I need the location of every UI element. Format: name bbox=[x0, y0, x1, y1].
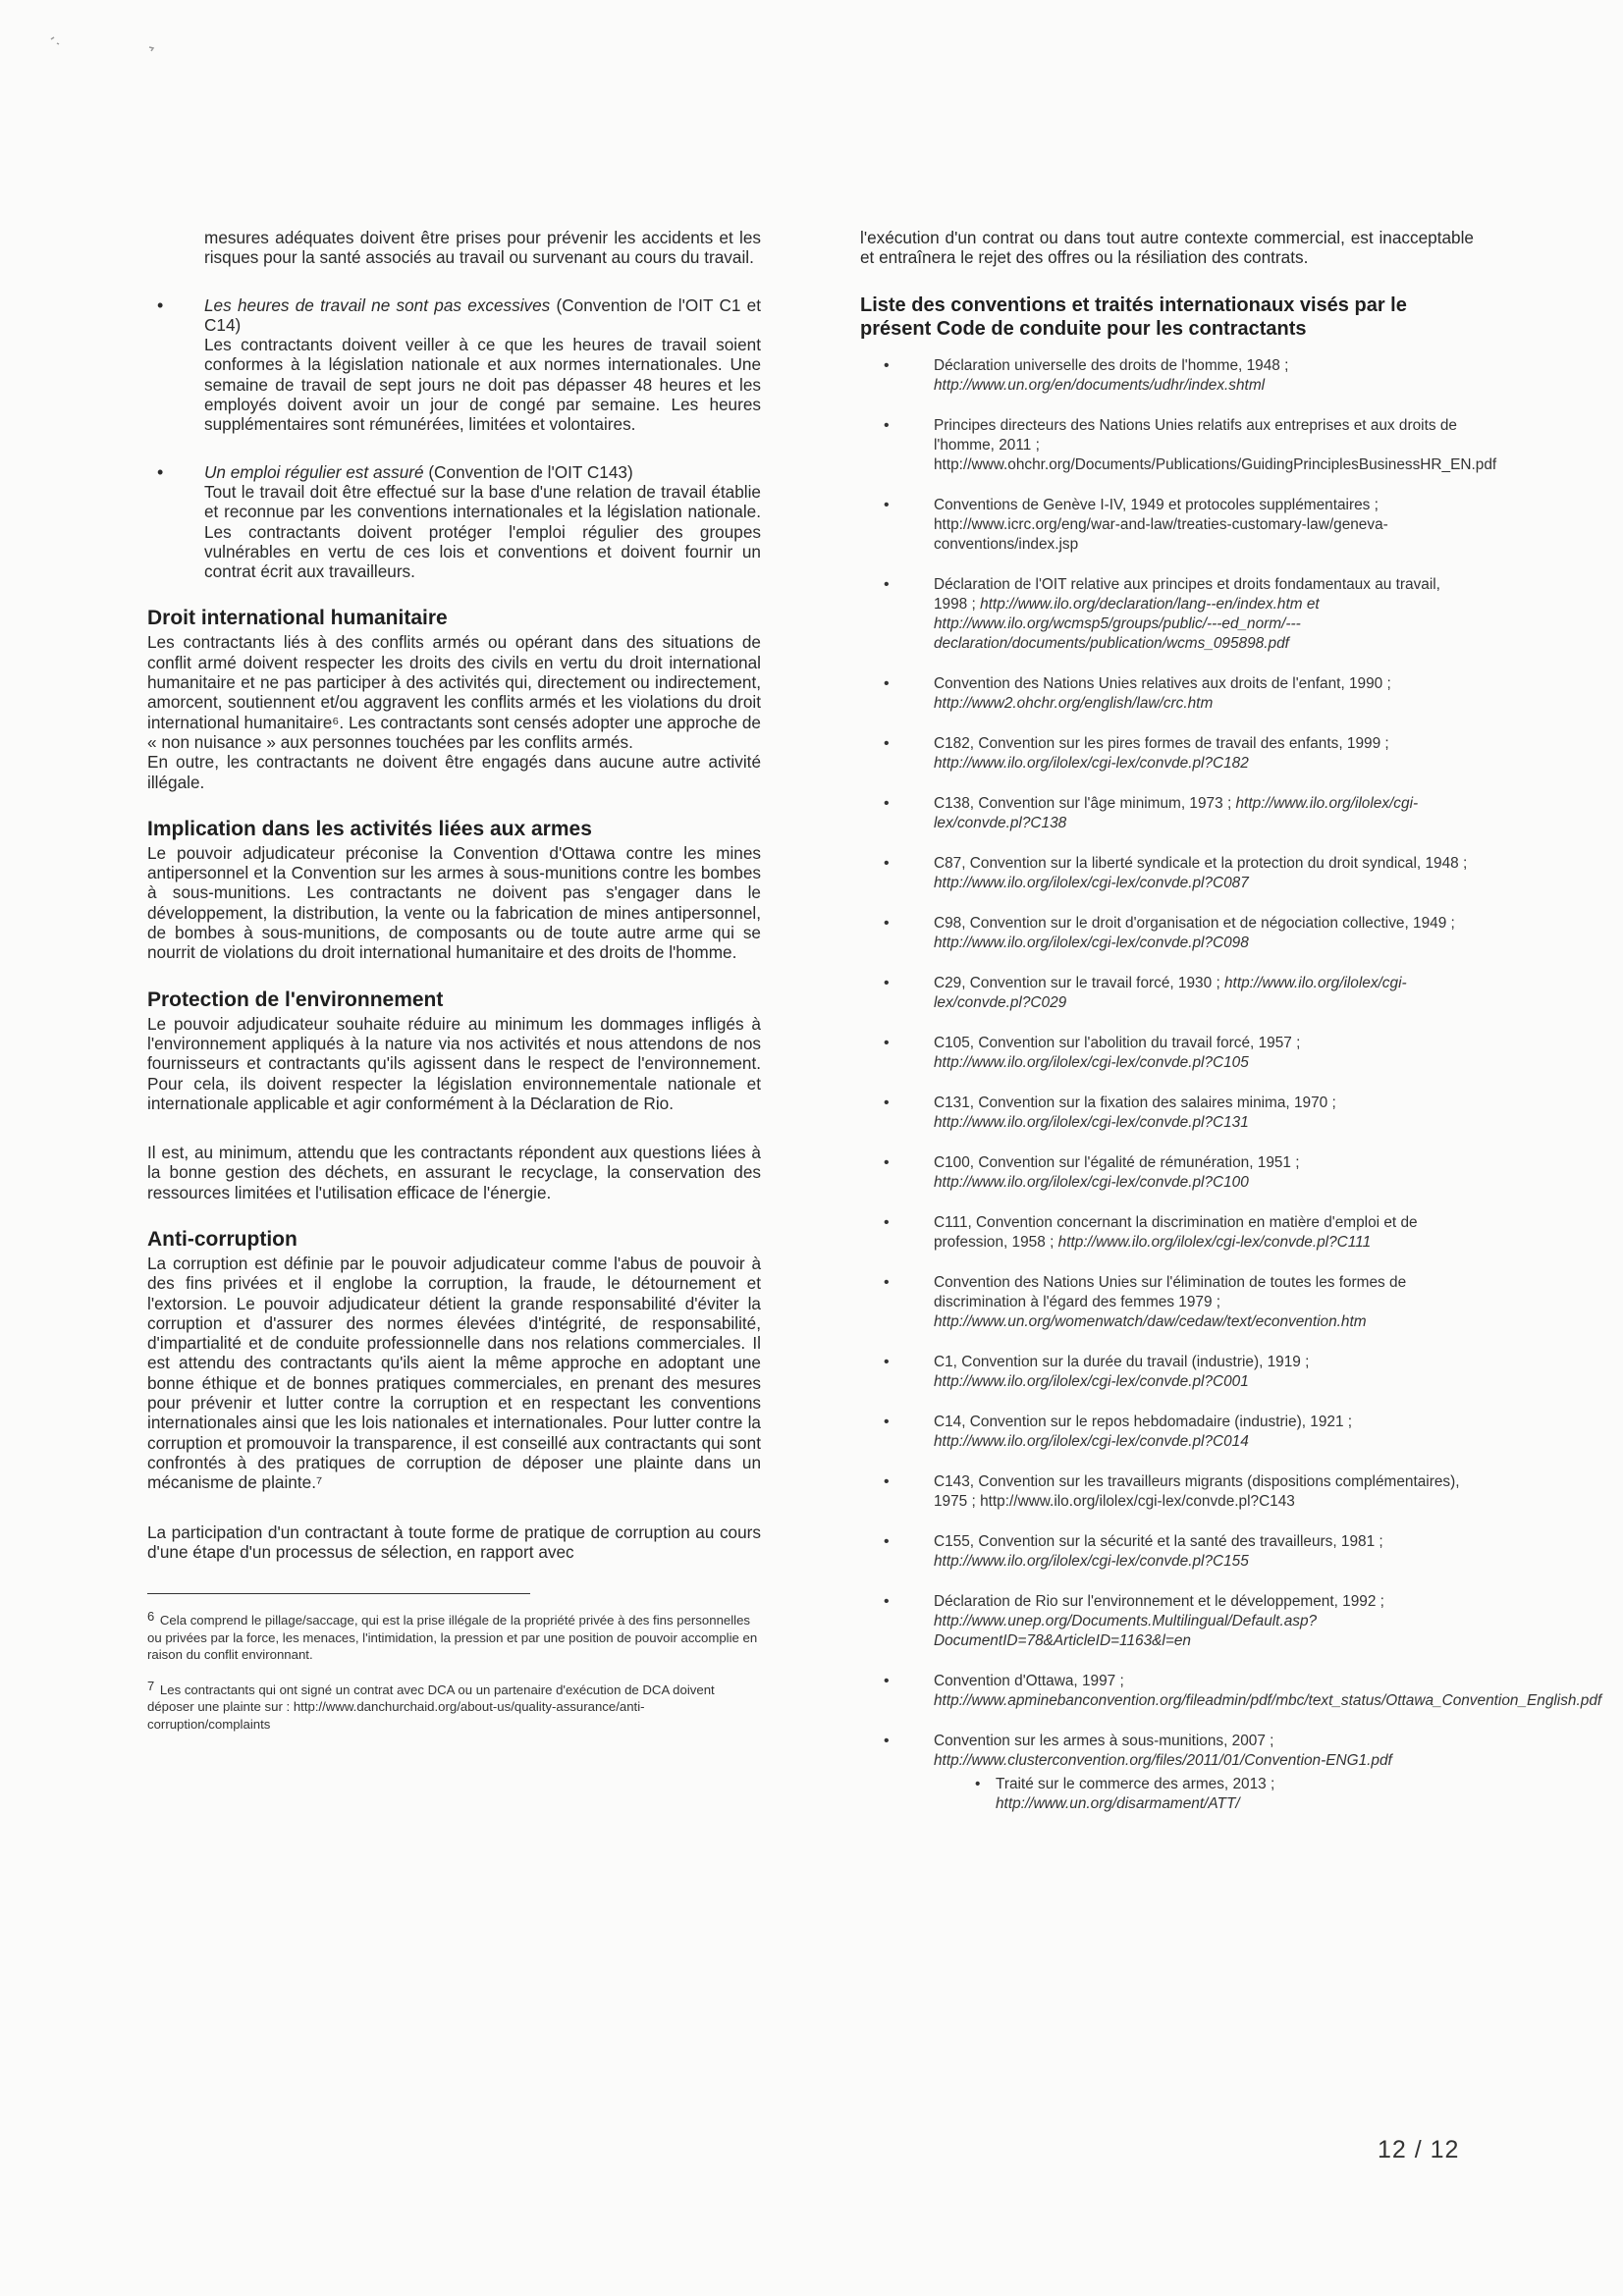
section-paragraph: La corruption est définie par le pouvoir adjudicateur comme l'abus de pouvoir à des fins privées et il englobe la corruption, la fraude, le détournement et l'extorsion. Le pouvoir adjudicateur détient la grande responsabilité d'éviter la corruption et d'assurer des normes élevées d'intégrité, de responsabilité, d'impartialité et de conduite professionnelle dans nos relations commerciales. Il est attendu des contractants qu'ils aient la même approche en adoptant une bonne éthique et de bonnes pratiques commerciales, en prenant des mesures pour prévenir et lutter contre la corruption et en respectant les conventions internationales ainsi que les lois nationales et internationales. Pour lutter contre la corruption et promouvoir la transparence, il est conseillé aux contractants qui sont confrontés à des pratiques de corruption de déposer une plainte dans un mécanisme de plainte.⁷ bbox=[147, 1253, 761, 1493]
bullet-dot: • bbox=[884, 1094, 890, 1111]
convention-list-item bbox=[860, 356, 1474, 396]
ref-text: Déclaration universelle des droits de l'homme, 1948 ; bbox=[934, 356, 1289, 374]
section-heading: Droit international humanitaire bbox=[147, 607, 448, 630]
left-column bbox=[147, 228, 761, 1733]
ref-url: http://www.ilo.org/declaration/lang--en/index.htm et http://www.ilo.org/wcmsp5/groups/public/---ed_norm/---declaration/documents/publication/wcms_095898.pdf bbox=[934, 595, 1320, 652]
ref-text: C29, Convention sur le travail forcé, 1930 ; bbox=[934, 974, 1224, 991]
bullet-dot: • bbox=[884, 1413, 890, 1430]
section-heading: Anti-corruption bbox=[147, 1227, 298, 1251]
bullet-working-hours bbox=[147, 295, 761, 435]
ref-url: http://www.ilo.org/ilolex/cgi-lex/convde.pl?C131 bbox=[934, 1113, 1249, 1131]
bullet-dot: • bbox=[884, 1592, 890, 1610]
ref-url: http://www.unep.org/Documents.Multilingual/Default.asp?DocumentID=78&ArticleID=1163&l=en bbox=[934, 1612, 1318, 1649]
ref-text: C14, Convention sur le repos hebdomadaire (industrie), 1921 ; bbox=[934, 1413, 1353, 1430]
ref-url: http://www.ilo.org/ilolex/cgi-lex/convde.pl?C014 bbox=[934, 1432, 1249, 1450]
ref-url: http://www2.ohchr.org/english/law/crc.htm bbox=[934, 694, 1214, 712]
convention-list-item bbox=[860, 575, 1474, 654]
convention-list-item bbox=[860, 1732, 1474, 1771]
footnote-text: Cela comprend le pillage/saccage, qui est la prise illégale de la propriété privée à des fins personnelles ou privées par la force, les menaces, l'intimidation, la pression et par une position de pouvoir accomplie en raison du conflit environnant. bbox=[147, 1613, 758, 1663]
ref-text: C138, Convention sur l'âge minimum, 1973 ; bbox=[934, 794, 1236, 812]
ref-text: Convention sur les armes à sous-munitions, 2007 ; bbox=[934, 1732, 1274, 1749]
scan-speck-mark bbox=[47, 29, 165, 59]
ref-text: Convention des Nations Unies relatives aux droits de l'enfant, 1990 ; bbox=[934, 674, 1391, 692]
arms-trade-treaty-item bbox=[860, 1775, 1474, 1814]
ref-url: http://www.apminebanconvention.org/fileadmin/pdf/mbc/text_status/Ottawa_Convention_English.pdf bbox=[934, 1691, 1602, 1709]
bullet-dot: • bbox=[884, 1034, 890, 1051]
ref-url: http://www.un.org/disarmament/ATT/ bbox=[996, 1794, 1240, 1812]
ref-url: http://www.ilo.org/ilolex/cgi-lex/convde.pl?C098 bbox=[934, 934, 1249, 951]
ref-url: http://www.ilo.org/ilolex/cgi-lex/convde.pl?C001 bbox=[934, 1372, 1249, 1390]
ref-text: C100, Convention sur l'égalité de rémunération, 1951 ; bbox=[934, 1153, 1300, 1171]
right-intro-paragraph: l'exécution d'un contrat ou dans tout autre contexte commercial, est inacceptable et entraînera le rejet des offres ou la résiliation des contrats. bbox=[860, 228, 1474, 268]
bullet-dot: • bbox=[884, 914, 890, 932]
convention-list-item bbox=[860, 1273, 1474, 1332]
convention-list-item bbox=[860, 1094, 1474, 1133]
section-anti-corruption bbox=[147, 1228, 761, 1562]
convention-list-item bbox=[860, 1672, 1602, 1711]
bullet-dot: • bbox=[884, 1732, 890, 1749]
convention-list-item bbox=[860, 1413, 1474, 1452]
ref-text: Convention d'Ottawa, 1997 ; bbox=[934, 1672, 1124, 1689]
convention-list-item bbox=[860, 674, 1474, 714]
ref-url: http://www.ilo.org/ilolex/cgi-lex/convde.pl?C138 bbox=[934, 794, 1419, 831]
convention-list-item bbox=[860, 496, 1474, 555]
bullet-heading-line bbox=[204, 295, 761, 336]
bullet-dot: • bbox=[884, 1153, 890, 1171]
bullet-title: Les heures de travail ne sont pas excessives bbox=[204, 294, 551, 315]
footnote-number: 6 bbox=[147, 1609, 155, 1625]
bullet-dot: • bbox=[884, 794, 890, 812]
bullet-dot: • bbox=[884, 496, 890, 513]
ref-text: C87, Convention sur la liberté syndicale et la protection du droit syndical, 1948 ; bbox=[934, 854, 1468, 872]
right-column bbox=[860, 228, 1602, 1814]
bullet-body: Les contractants doivent veiller à ce que les heures de travail soient conformes à la législation nationale et aux normes internationales. Une semaine de travail de sept jours ne doit pas dépasser 48 heures et les employés doivent avoir un jour de congé par semaine. Les heures supplémentaires sont rémunérées, limitées et volontaires. bbox=[204, 335, 761, 435]
bullet-dot: • bbox=[884, 734, 890, 752]
bullet-ref: (Convention de l'OIT C1 et C14) bbox=[204, 294, 761, 335]
section-heading: Protection de l'environnement bbox=[147, 988, 444, 1011]
section-paragraph: Le pouvoir adjudicateur préconise la Convention d'Ottawa contre les mines antipersonnel et la Convention sur les armes à sous-munitions contre les bombes à sous-munitions. Les contractants ne doivent pas s'engager dans le développement, la distribution, la vente ou la fabrication de mines antipersonnel, de bombes à sous-munitions, de composants ou de toute autre arme qui se nourrit de violations du droit international humanitaire et des droits de l'homme. bbox=[147, 842, 761, 963]
bullet-dot: • bbox=[884, 575, 890, 593]
bullet-heading-line bbox=[204, 462, 761, 482]
convention-list-item bbox=[860, 1532, 1474, 1572]
bullet-ref: (Convention de l'OIT C143) bbox=[423, 461, 633, 482]
bullet-dot: • bbox=[884, 356, 890, 374]
section-environment bbox=[147, 988, 761, 1202]
ref-text: C111, Convention concernant la discrimination en matière d'emploi et de profession, 1958 ; bbox=[934, 1213, 1418, 1251]
conventions-list bbox=[860, 356, 1602, 1771]
ref-text: Principes directeurs des Nations Unies relatifs aux entreprises et aux droits de l'homme, 2011 ; http://www.ohchr.org/Documents/Publications/GuidingPrinciplesBusinessHR_EN.pdf bbox=[934, 416, 1497, 473]
bullet-body: Tout le travail doit être effectué sur la base d'une relation de travail établie et reconnue par les conventions internationales et la législation nationale. Les contractants doivent protéger l'emploi régulier des groupes vulnérables en vertu de ces lois et conventions et doivent fournir un contrat écrit aux travailleurs. bbox=[204, 481, 761, 582]
section-weapons bbox=[147, 818, 761, 963]
footnote-7 bbox=[147, 1678, 761, 1734]
bullet-dot: • bbox=[884, 1353, 890, 1370]
footnote-6 bbox=[147, 1609, 761, 1664]
bullet-dot: • bbox=[884, 1213, 890, 1231]
section-paragraph: Il est, au minimum, attendu que les contractants répondent aux questions liées à la bonne gestion des déchets, en assurant le recyclage, la conservation des ressources limitées et l'utilisation efficace de l'énergie. bbox=[147, 1143, 761, 1202]
ref-text: C105, Convention sur l'abolition du travail forcé, 1957 ; bbox=[934, 1034, 1301, 1051]
convention-list-item bbox=[860, 416, 1497, 475]
ref-text: C98, Convention sur le droit d'organisation et de négociation collective, 1949 ; bbox=[934, 914, 1455, 932]
convention-list-item bbox=[860, 914, 1474, 953]
ref-url: http://www.ilo.org/ilolex/cgi-lex/convde.pl?C155 bbox=[934, 1552, 1249, 1570]
ref-text: Traité sur le commerce des armes, 2013 ; bbox=[996, 1775, 1275, 1792]
convention-list-item bbox=[860, 734, 1474, 774]
ref-text: C131, Convention sur la fixation des salaires minima, 1970 ; bbox=[934, 1094, 1336, 1111]
page-number: 12 / 12 bbox=[1378, 2136, 1460, 2163]
convention-list-item bbox=[860, 1213, 1474, 1253]
section-paragraph: La participation d'un contractant à toute forme de pratique de corruption au cours d'une étape d'un processus de sélection, en rapport avec bbox=[147, 1522, 761, 1562]
bullet-dot: • bbox=[884, 974, 890, 991]
convention-list-item bbox=[860, 854, 1474, 893]
bullet-dot: • bbox=[884, 854, 890, 872]
bullet-title: Un emploi régulier est assuré bbox=[204, 461, 424, 482]
bullet-dot: • bbox=[884, 1472, 890, 1490]
footnote-text: Les contractants qui ont signé un contrat avec DCA ou un partenaire d'exécution de DCA doivent déposer une plainte sur : http://www.danchurchaid.org/about-us/quality-assurance/anti-corruption/complaints bbox=[147, 1682, 715, 1732]
section-paragraph: Le pouvoir adjudicateur souhaite réduire au minimum les dommages infligés à l'environnement appliqués à la nature via nos activités et nous attendons de nos fournisseurs et contractants qu'ils agissent dans le respect de l'environnement. Pour cela, ils doivent respecter la législation environnementale nationale et internationale applicable et agir conformément à la Déclaration de Rio. bbox=[147, 1013, 761, 1113]
ref-text: Convention des Nations Unies sur l'élimination de toutes les formes de discrimination à l'égard des femmes 1979 ; bbox=[934, 1273, 1407, 1310]
ref-text: Déclaration de l'OIT relative aux principes et droits fondamentaux au travail, 1998 ; bbox=[934, 575, 1440, 613]
section-paragraph: En outre, les contractants ne doivent être engagés dans aucune autre activité illégale. bbox=[147, 752, 761, 792]
bullet-dot: • bbox=[884, 1273, 890, 1291]
ref-url: http://www.clusterconvention.org/files/2011/01/Convention-ENG1.pdf bbox=[934, 1751, 1392, 1769]
section-heading: Implication dans les activités liées aux armes bbox=[147, 817, 592, 840]
bullet-dot: • bbox=[884, 1532, 890, 1550]
bullet-dot: • bbox=[884, 1672, 890, 1689]
bullet-dot: • bbox=[157, 461, 164, 482]
ref-text: C182, Convention sur les pires formes de travail des enfants, 1999 ; bbox=[934, 734, 1389, 752]
ref-url: http://www.un.org/womenwatch/daw/cedaw/text/econvention.htm bbox=[934, 1312, 1367, 1330]
section-humanitarian-law bbox=[147, 607, 761, 791]
convention-list-item bbox=[860, 794, 1474, 833]
bullet-dot: • bbox=[884, 416, 890, 434]
ref-url: http://www.ilo.org/ilolex/cgi-lex/convde.pl?C087 bbox=[934, 874, 1249, 891]
ref-text: C143, Convention sur les travailleurs migrants (dispositions complémentaires), 1975 ; http://www.ilo.org/ilolex/cgi-lex/convde.pl?C143 bbox=[934, 1472, 1460, 1510]
convention-list-item bbox=[860, 1592, 1474, 1651]
ref-text: C155, Convention sur la sécurité et la santé des travailleurs, 1981 ; bbox=[934, 1532, 1383, 1550]
ref-url: http://www.ilo.org/ilolex/cgi-lex/convde.pl?C182 bbox=[934, 754, 1249, 772]
convention-list-item bbox=[860, 974, 1474, 1013]
convention-list-item bbox=[860, 1353, 1474, 1392]
bullet-dot: • bbox=[884, 674, 890, 692]
ref-url: http://www.ilo.org/ilolex/cgi-lex/convde.pl?C100 bbox=[934, 1173, 1249, 1191]
ref-url: http://www.ilo.org/ilolex/cgi-lex/convde.pl?C029 bbox=[934, 974, 1407, 1011]
ref-url: http://www.un.org/en/documents/udhr/index.shtml bbox=[934, 376, 1266, 394]
footnote-divider bbox=[147, 1593, 530, 1594]
ref-url: http://www.ilo.org/ilolex/cgi-lex/convde.pl?C111 bbox=[1057, 1233, 1372, 1251]
left-intro-paragraph: mesures adéquates doivent être prises pour prévenir les accidents et les risques pour la santé associés au travail ou survenant au cours du travail. bbox=[204, 228, 761, 268]
convention-list-item bbox=[860, 1034, 1474, 1073]
ref-text: C1, Convention sur la durée du travail (industrie), 1919 ; bbox=[934, 1353, 1310, 1370]
bullet-regular-employment bbox=[147, 462, 761, 582]
bullet-dot: • bbox=[975, 1775, 981, 1792]
section-paragraph: Les contractants liés à des conflits armés ou opérant dans des situations de conflit armé doivent respecter les droits des civils en vertu du droit international humanitaire et ne pas participer à des activités qui, directement ou indirectement, amorcent, soutiennent et/ou aggravent les conflits armés et les violations du droit international humanitaire⁶. Les contractants sont censés adopter une approche de « non nuisance » aux personnes touchées par les conflits armés. bbox=[147, 632, 761, 752]
conventions-list-heading: Liste des conventions et traités internationaux visés par le présent Code de conduite pour les contractants bbox=[860, 294, 1407, 340]
footnote-number: 7 bbox=[147, 1678, 155, 1693]
ref-text: Conventions de Genève I-IV, 1949 et protocoles supplémentaires ; http://www.icrc.org/eng/war-and-law/treaties-customary-law/geneva-conventions/index.jsp bbox=[934, 496, 1388, 553]
ref-text: Déclaration de Rio sur l'environnement et le développement, 1992 ; bbox=[934, 1592, 1384, 1610]
convention-list-item bbox=[860, 1153, 1474, 1193]
bullet-dot: • bbox=[157, 294, 164, 315]
ref-url: http://www.ilo.org/ilolex/cgi-lex/convde.pl?C105 bbox=[934, 1053, 1249, 1071]
convention-list-item bbox=[860, 1472, 1474, 1512]
